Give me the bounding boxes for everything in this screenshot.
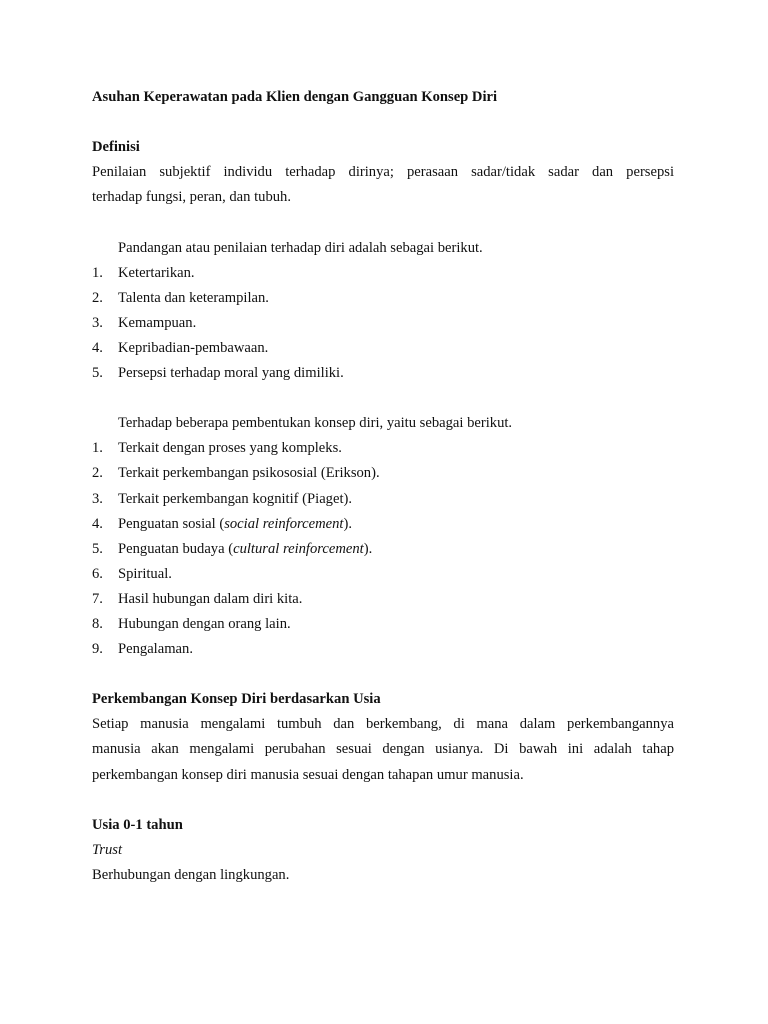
pandangan-intro: Pandangan atau penilaian terhadap diri adalah sebagai berikut. [118,239,483,256]
item-text-pre: Penguatan sosial ( [118,515,225,532]
item-text-post: ). [343,515,353,532]
usia-text: Berhubungan dengan lingkungan. [92,866,290,883]
item-number: 7. [92,590,103,607]
list-item [92,612,674,637]
item-text-pre: Penguatan budaya ( [118,540,234,557]
item-text: Kemampuan. [118,314,197,331]
usia-term: Trust [92,841,123,858]
pembentukan-list [92,436,674,662]
list-item [92,637,674,662]
list-item [92,537,674,562]
item-text: Hasil hubungan dalam diri kita. [118,590,303,607]
item-number: 8. [92,615,103,632]
item-number: 1. [92,264,103,281]
item-text: Spiritual. [118,565,172,582]
item-text: Terkait perkembangan kognitif (Piaget). [118,490,353,507]
item-number: 1. [92,440,103,457]
item-number: 2. [92,289,103,306]
item-number: 5. [92,365,103,382]
list-item [92,261,674,286]
list-item [92,562,674,587]
usia-heading: Usia 0-1 tahun [92,816,183,833]
pandangan-list [92,261,674,386]
item-text-italic: cultural reinforcement [233,540,364,557]
definisi-line-1: Penilaian subjektif individu terhadap dirinya; perasaan sadar/tidak sadar dan persepsi [92,164,674,181]
list-item [92,587,674,612]
perkembangan-line-1: Setiap manusia mengalami tumbuh dan berkembang, di mana dalam perkembangannya [92,716,674,733]
definisi-line-2: terhadap fungsi, peran, dan tubuh. [92,189,291,206]
item-text-italic: social reinforcement [224,515,344,532]
item-number: 9. [92,641,103,658]
item-text [118,512,352,537]
list-item [92,286,674,311]
definisi-heading: Definisi [92,139,140,156]
item-number: 2. [92,465,103,482]
item-text-post: ). [363,540,373,557]
item-text: Kepribadian-pembawaan. [118,339,269,356]
item-number: 5. [92,540,103,557]
list-item [92,311,674,336]
list-item [92,487,674,512]
item-text [118,537,372,562]
item-number: 3. [92,490,103,507]
item-number: 4. [92,339,103,356]
perkembangan-line-3: perkembangan konsep diri manusia sesuai dengan tahapan umur manusia. [92,766,524,783]
item-text: Ketertarikan. [118,264,195,281]
list-item [92,512,674,537]
item-number: 3. [92,314,103,331]
list-item [92,461,674,486]
document-body [92,85,674,888]
perkembangan-heading: Perkembangan Konsep Diri berdasarkan Usia [92,691,381,708]
item-text: Pengalaman. [118,641,193,658]
list-item [92,436,674,461]
item-text: Talenta dan keterampilan. [118,289,269,306]
item-text: Terkait dengan proses yang kompleks. [118,440,342,457]
item-number: 6. [92,565,103,582]
item-text: Hubungan dengan orang lain. [118,615,291,632]
document-title: Asuhan Keperawatan pada Klien dengan Gangguan Konsep Diri [92,89,498,105]
perkembangan-line-2: manusia akan mengalami perubahan sesuai dengan usianya. Di bawah ini adalah tahap [92,741,674,758]
pembentukan-intro: Terhadap beberapa pembentukan konsep diri, yaitu sebagai berikut. [118,415,513,432]
item-text: Persepsi terhadap moral yang dimiliki. [118,365,344,382]
item-number: 4. [92,515,103,532]
list-item [92,336,674,361]
item-text: Terkait perkembangan psikososial (Erikson). [118,465,380,482]
list-item [92,361,674,386]
